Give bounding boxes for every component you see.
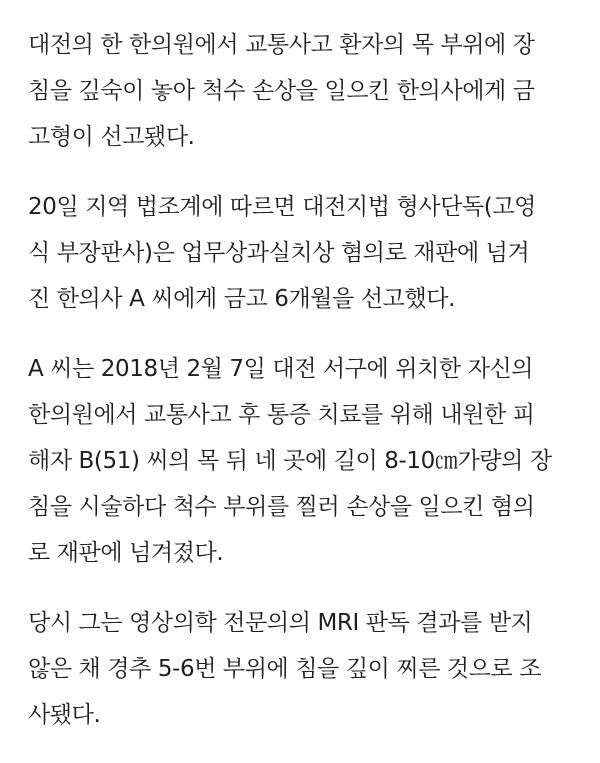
paragraph-3 — [28, 346, 584, 576]
text-line: 20일 지역 법조계에 따르면 대전지법 형사단독(고영 — [28, 194, 536, 220]
paragraph-2 — [28, 184, 584, 322]
text-line: 침을 깊숙이 놓아 척수 손상을 일으킨 한의사에게 금 — [28, 78, 535, 104]
text-line: 고형이 선고됐다. — [28, 124, 195, 150]
text-line: 않은 채 경추 5-6번 부위에 침을 깊이 찌른 것으로 조 — [28, 656, 542, 682]
paragraph-4 — [28, 600, 584, 738]
text-line: 침을 시술하다 척수 부위를 찔러 손상을 일으킨 혐의 — [28, 494, 535, 520]
text-line: A 씨는 2018년 2월 7일 대전 서구에 위치한 자신의 — [28, 356, 534, 382]
text-line: 해자 B(51) 씨의 목 뒤 네 곳에 길이 8-10㎝가량의 장 — [28, 448, 552, 474]
text-line: 한의원에서 교통사고 후 통증 치료를 위해 내원한 피 — [28, 402, 535, 428]
text-line: 당시 그는 영상의학 전문의의 MRI 판독 결과를 받지 — [28, 610, 533, 636]
article-body — [28, 22, 584, 738]
text-line: 대전의 한 한의원에서 교통사고 환자의 목 부위에 장 — [28, 32, 535, 58]
paragraph-1 — [28, 22, 584, 160]
text-line: 진 한의사 A 씨에게 금고 6개월을 선고했다. — [28, 286, 456, 312]
text-line: 로 재판에 넘겨졌다. — [28, 540, 224, 566]
text-line: 식 부장판사)은 업무상과실치상 혐의로 재판에 넘겨 — [28, 240, 530, 266]
text-line: 사됐다. — [28, 702, 101, 728]
